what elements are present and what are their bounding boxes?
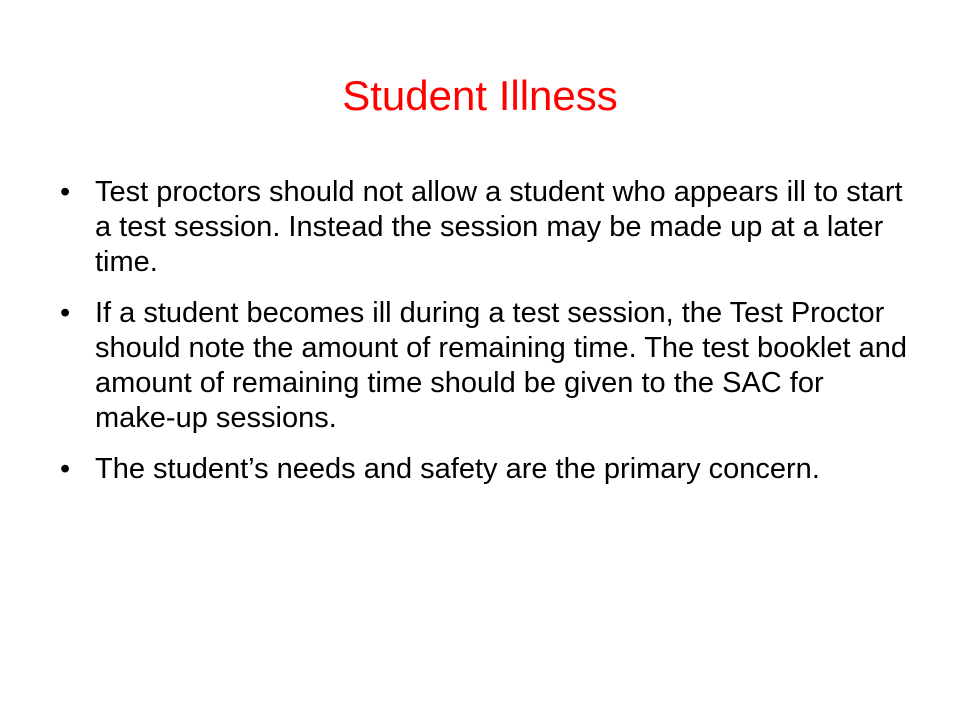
- bullet-text: If a student becomes ill during a test session, the Test Proctor should note the amount of remaining time. The test booklet and amount of remaining time should be given to the SAC for make-up sessions.: [95, 297, 907, 434]
- bullet-item: [60, 175, 910, 280]
- bullet-dot-icon: •: [60, 453, 71, 485]
- bullet-dot-icon: •: [60, 176, 71, 208]
- bullet-item: [60, 296, 910, 436]
- bullet-text: The student’s needs and safety are the primary concern.: [95, 453, 820, 485]
- bullet-dot-icon: •: [60, 297, 71, 329]
- slide-title: Student Illness: [342, 72, 618, 119]
- bullet-list: [60, 175, 910, 503]
- bullet-text: Test proctors should not allow a student who appears ill to start a test session. Instead the session may be made up at a later time.: [95, 176, 903, 278]
- bullet-item: [60, 452, 910, 487]
